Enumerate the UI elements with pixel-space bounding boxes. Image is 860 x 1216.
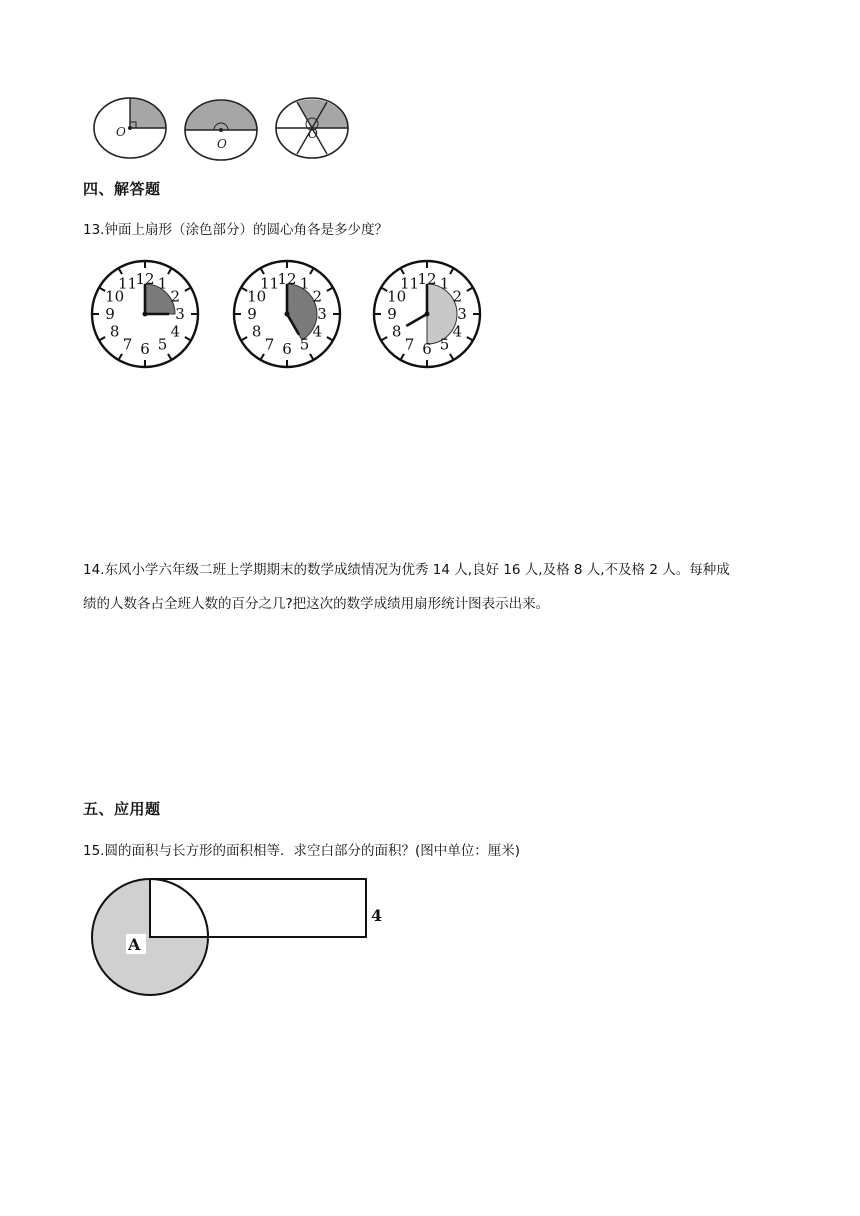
clock-number: 11	[399, 274, 420, 293]
clock-number: 1	[299, 274, 310, 293]
clock-number: 4	[452, 322, 463, 341]
circle-label-2: O	[217, 137, 227, 151]
clock-number: 1	[439, 274, 450, 293]
clock-number: 4	[312, 322, 323, 341]
clock-number: 1	[157, 274, 168, 293]
circle-figure-1	[94, 98, 166, 158]
clock-number: 3	[457, 305, 467, 323]
circle-label-3: O	[308, 127, 318, 141]
clock-number: 2	[452, 287, 463, 306]
clock-number: 5	[157, 335, 168, 354]
circle-figure-2	[185, 100, 257, 160]
question-14-line-2: 绩的人数各占全班人数的百分之几?把这次的数学成绩用扇形统计图表示出来。	[83, 596, 550, 612]
clock-number: 4	[170, 322, 181, 341]
clock-center	[143, 312, 148, 317]
clock-figures	[88, 258, 488, 376]
clock-number: 10	[105, 287, 125, 306]
section-5-title: 五、应用题	[83, 800, 161, 818]
section-4-title: 四、解答题	[83, 180, 161, 198]
clock-1	[92, 261, 198, 367]
clock-number: 6	[140, 340, 150, 358]
question-13-text: 13.钟面上扇形（涂色部分）的圆心角各是多少度？	[83, 222, 388, 238]
clock-number: 2	[312, 287, 323, 306]
clock-center	[285, 312, 290, 317]
clock-number: 7	[264, 335, 275, 354]
clock-number: 3	[175, 305, 185, 323]
clock-number: 9	[105, 305, 115, 323]
circle-rectangle-figure	[88, 874, 388, 1000]
clock-number: 11	[117, 274, 138, 293]
clock-number: 10	[247, 287, 267, 306]
clock-number: 7	[404, 335, 415, 354]
point-label-a: A	[128, 935, 141, 954]
clock-number: 10	[387, 287, 407, 306]
clock-number: 8	[251, 322, 262, 341]
circle-sector-figures	[88, 92, 358, 164]
clock-number: 3	[317, 305, 327, 323]
clock-3	[374, 261, 480, 367]
clock-number: 9	[247, 305, 257, 323]
question-14-line-1: 14.东风小学六年级二班上学期期末的数学成绩情况为优秀 14 人,良好 16 人,及格 8 人,不及格 2 人。每种成	[83, 562, 730, 578]
clock-number: 12	[277, 270, 297, 288]
circle-label-1: O	[116, 125, 126, 139]
clock-center	[425, 312, 430, 317]
clock-number: 5	[439, 335, 450, 354]
clock-number: 2	[170, 287, 181, 306]
clock-number: 8	[109, 322, 120, 341]
clock-number: 12	[135, 270, 155, 288]
clock-number: 9	[387, 305, 397, 323]
clock-number: 5	[299, 335, 310, 354]
clock-number: 7	[122, 335, 133, 354]
clock-number: 6	[282, 340, 292, 358]
rectangle-width-label: 4	[371, 906, 383, 925]
clock-number: 12	[417, 270, 437, 288]
question-15-text: 15.圆的面积与长方形的面积相等．求空白部分的面积？(图中单位：厘米)	[83, 843, 521, 859]
clock-2	[234, 261, 340, 367]
circle-figure-3	[276, 98, 348, 158]
clock-number: 11	[259, 274, 280, 293]
clock-number: 6	[422, 340, 432, 358]
clock-number: 8	[391, 322, 402, 341]
